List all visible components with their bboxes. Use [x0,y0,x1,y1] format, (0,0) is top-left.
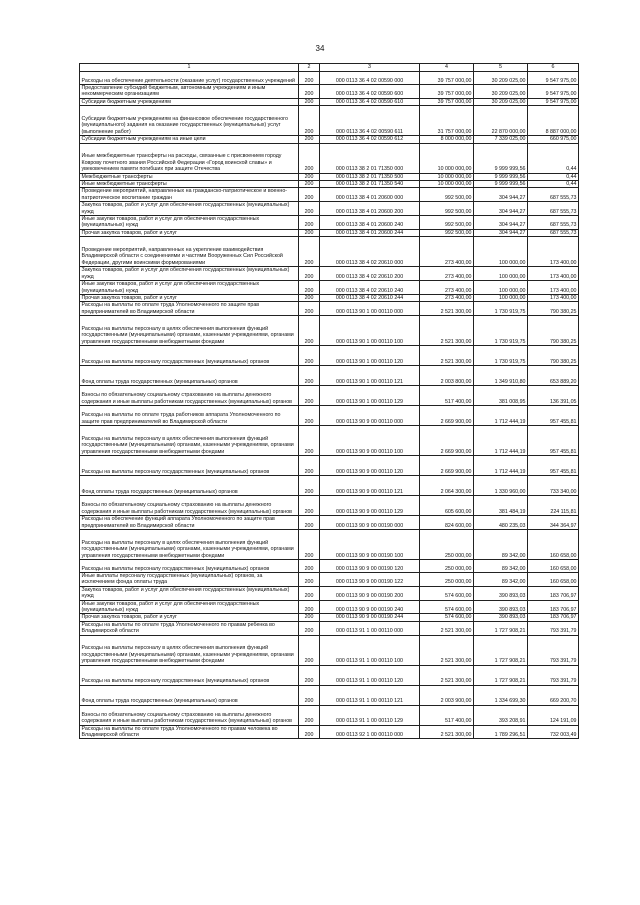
table-row [80,685,579,705]
row-description: Фонд оплаты труда государственных (муниципальных) органов [80,685,299,705]
row-budget-code: 000 0113 38 2 01 71350 540 [320,181,420,188]
row-line-code: 200 [299,181,320,188]
row-approved: 2 003 900,00 [420,685,474,705]
row-budget-code: 000 0113 90 9 00 00190 122 [320,572,420,586]
row-approved: 2 669 900,00 [420,406,474,426]
row-executed: 1 334 699,30 [474,685,528,705]
table-row [80,705,579,725]
row-executed: 100 000,00 [474,267,528,281]
page-number: 34 [315,44,325,53]
table-row [80,181,579,188]
row-budget-code: 000 0113 38 4 01 20600 200 [320,202,420,216]
row-description: Расходы на выплаты персоналу в целях обеспечения выполнения функций государственными (муниципальными) органами, казенными учреждениями, органами управления государственными внебюджетными фондами [80,635,299,665]
row-unexecuted: 669 200,70 [528,685,579,705]
row-approved: 273 400,00 [420,281,474,295]
row-approved: 10 000 000,00 [420,173,474,180]
row-budget-code: 000 0113 91 1 00 00110 100 [320,635,420,665]
table-row [80,136,579,143]
row-line-code: 200 [299,685,320,705]
row-budget-code: 000 0113 90 9 00 00190 120 [320,559,420,572]
row-approved: 992 500,00 [420,188,474,202]
row-executed: 390 893,03 [474,600,528,614]
row-budget-code: 000 0113 91 1 00 00110 129 [320,705,420,725]
row-executed: 390 893,03 [474,614,528,621]
row-budget-code: 000 0113 90 9 00 00190 240 [320,600,420,614]
row-executed: 304 944,27 [474,188,528,202]
row-description: Взносы по обязательному социальному страхованию на выплаты денежного содержания и иные выплаты работникам государственных (муниципальных) органов [80,705,299,725]
row-budget-code: 000 0113 90 1 00 00110 100 [320,316,420,346]
row-executed: 100 000,00 [474,294,528,301]
table-row [80,635,579,665]
row-executed: 393 208,91 [474,705,528,725]
table-row [80,476,579,496]
row-executed: 89 342,00 [474,529,528,559]
table-row [80,529,579,559]
table-row [80,386,579,406]
row-unexecuted: 183 706,97 [528,614,579,621]
row-unexecuted: 660 975,00 [528,136,579,143]
row-budget-code: 000 0113 36 4 02 00590 610 [320,98,420,105]
row-description: Фонд оплаты труда государственных (муниципальных) органов [80,366,299,386]
row-approved: 2 521 300,00 [420,635,474,665]
row-line-code: 200 [299,294,320,301]
row-unexecuted: 136 391,05 [528,386,579,406]
row-description: Иные закупки товаров, работ и услуг для обеспечения государственных (муниципальных) нужд [80,216,299,230]
row-budget-code: 000 0113 38 4 01 20600 240 [320,216,420,230]
row-description: Иные межбюджетные трансферты [80,181,299,188]
row-description: Проведение мероприятий, направленных на гражданско-патриотическое и военно-патриотическое воспитание граждан [80,188,299,202]
row-executed: 30 209 025,00 [474,85,528,99]
row-description: Расходы на выплаты по оплате труда Уполномоченного по защите прав предпринимателей во Владимирской области [80,302,299,316]
row-unexecuted: 957 455,81 [528,406,579,426]
row-approved: 574 600,00 [420,600,474,614]
row-description: Расходы на выплаты персоналу в целях обеспечения выполнения функций государственными (муниципальными) органами, казенными учреждениями, органами управления государственными внебюджетными фондами [80,316,299,346]
row-description: Прочая закупка товаров, работ и услуг [80,614,299,621]
row-budget-code: 000 0113 90 1 00 00110 129 [320,386,420,406]
row-description: Расходы на выплаты по оплате труда Уполномоченного по правам человека во Владимирской области [80,725,299,739]
row-description: Расходы на обеспечение функций аппарата Уполномоченного по защите прав предпринимателей во Владимирской области [80,516,299,530]
row-executed: 304 944,27 [474,229,528,236]
row-unexecuted: 173 400,00 [528,237,579,267]
row-approved: 517 400,00 [420,705,474,725]
row-description: Межбюджетные трансферты [80,173,299,180]
row-unexecuted: 9 547 975,00 [528,85,579,99]
row-executed: 9 999 999,56 [474,143,528,173]
row-budget-code: 000 0113 90 1 00 00110 000 [320,302,420,316]
row-unexecuted: 124 191,09 [528,705,579,725]
row-unexecuted: 793 391,79 [528,621,579,635]
table-row [80,600,579,614]
table-row [80,614,579,621]
row-budget-code: 000 0113 36 4 02 00590 611 [320,106,420,136]
row-executed: 1 712 444,19 [474,406,528,426]
table-row [80,72,579,85]
row-executed: 89 342,00 [474,572,528,586]
row-description: Закупка товаров, работ и услуг для обеспечения государственных (муниципальных) нужд [80,267,299,281]
row-unexecuted: 957 455,81 [528,456,579,476]
row-executed: 1 727 908,21 [474,665,528,685]
budget-table [79,63,579,739]
row-line-code: 200 [299,476,320,496]
row-description: Расходы на выплаты по оплате труда работников аппарата Уполномоченного по защите прав предпринимателей во Владимирской области [80,406,299,426]
row-approved: 2 521 300,00 [420,621,474,635]
table-row [80,202,579,216]
header-cell: 6 [528,64,579,72]
row-line-code: 200 [299,267,320,281]
row-unexecuted: 653 889,20 [528,366,579,386]
row-unexecuted: 173 400,00 [528,267,579,281]
row-description: Закупка товаров, работ и услуг для обеспечения государственных (муниципальных) нужд [80,586,299,600]
row-line-code: 200 [299,229,320,236]
row-budget-code: 000 0113 38 4 01 20600 000 [320,188,420,202]
row-approved: 273 400,00 [420,267,474,281]
row-description: Фонд оплаты труда государственных (муниципальных) органов [80,476,299,496]
row-description: Взносы по обязательному социальному страхованию на выплаты денежного содержания и иные выплаты работникам государственных (муниципальных) органов [80,496,299,516]
row-description: Расходы на выплаты по оплате труда Уполномоченного по правам ребенка во Владимирской области [80,621,299,635]
row-executed: 7 339 025,00 [474,136,528,143]
row-approved: 517 400,00 [420,386,474,406]
row-description: Иные выплаты персоналу государственных (муниципальных) органов, за исключением фонда оплаты труда [80,572,299,586]
table-row [80,406,579,426]
row-unexecuted: 957 455,81 [528,426,579,456]
row-approved: 2 003 800,00 [420,366,474,386]
row-unexecuted: 687 555,73 [528,229,579,236]
header-cell: 2 [299,64,320,72]
row-description: Расходы на выплаты персоналу государственных (муниципальных) органов [80,456,299,476]
row-line-code: 200 [299,216,320,230]
row-line-code: 200 [299,456,320,476]
row-unexecuted: 160 658,00 [528,572,579,586]
row-description: Расходы на выплаты персоналу государственных (муниципальных) органов [80,559,299,572]
row-description: Субсидии бюджетным учреждениям [80,98,299,105]
table-row [80,188,579,202]
row-approved: 824 600,00 [420,516,474,530]
row-unexecuted: 224 115,81 [528,496,579,516]
row-executed: 1 330 960,00 [474,476,528,496]
row-description: Иные закупки товаров, работ и услуг для обеспечения государственных (муниципальных) нужд [80,281,299,295]
row-approved: 2 064 300,00 [420,476,474,496]
row-line-code: 200 [299,635,320,665]
row-executed: 1 349 910,80 [474,366,528,386]
row-executed: 1 730 919,75 [474,302,528,316]
row-approved: 250 000,00 [420,529,474,559]
row-unexecuted: 790 380,25 [528,346,579,366]
table-row [80,294,579,301]
row-description: Расходы на выплаты персоналу государственных (муниципальных) органов [80,346,299,366]
row-line-code: 200 [299,316,320,346]
row-executed: 22 870 000,00 [474,106,528,136]
row-executed: 1 712 444,19 [474,456,528,476]
row-line-code: 200 [299,426,320,456]
row-unexecuted: 793 391,79 [528,635,579,665]
row-line-code: 200 [299,406,320,426]
header-row [80,64,579,72]
row-approved: 10 000 000,00 [420,143,474,173]
header-cell: 5 [474,64,528,72]
row-unexecuted: 790 380,25 [528,316,579,346]
row-unexecuted: 160 658,00 [528,529,579,559]
row-approved: 2 669 900,00 [420,426,474,456]
table-row [80,496,579,516]
row-unexecuted: 9 547 975,00 [528,98,579,105]
table-row [80,98,579,105]
table-row [80,281,579,295]
row-description: Иные межбюджетные трансферты на расходы, связанные с присвоением городу Коврову почетного звания Российской Федерации «Город воинской славы» и увековечением памяти погибших при защите Отечества [80,143,299,173]
table-row [80,143,579,173]
row-budget-code: 000 0113 36 4 02 00590 600 [320,85,420,99]
row-description: Иные закупки товаров, работ и услуг для обеспечения государственных (муниципальных) нужд [80,600,299,614]
row-line-code: 200 [299,173,320,180]
row-unexecuted: 687 555,73 [528,188,579,202]
row-budget-code: 000 0113 36 4 02 00590 000 [320,72,420,85]
row-executed: 9 999 999,56 [474,181,528,188]
row-approved: 10 000 000,00 [420,181,474,188]
row-line-code: 200 [299,202,320,216]
row-budget-code: 000 0113 90 9 00 00190 100 [320,529,420,559]
row-line-code: 200 [299,559,320,572]
row-budget-code: 000 0113 91 1 00 00110 120 [320,665,420,685]
row-budget-code: 000 0113 90 1 00 00110 121 [320,366,420,386]
table-row [80,267,579,281]
row-description: Прочая закупка товаров, работ и услуг [80,294,299,301]
table-row [80,229,579,236]
row-unexecuted: 687 555,73 [528,216,579,230]
row-unexecuted: 173 400,00 [528,281,579,295]
row-budget-code: 000 0113 38 4 02 20610 244 [320,294,420,301]
header-cell: 3 [320,64,420,72]
table-row [80,572,579,586]
row-approved: 2 521 300,00 [420,346,474,366]
row-budget-code: 000 0113 38 2 01 71350 500 [320,173,420,180]
table-row [80,621,579,635]
header-cell: 4 [420,64,474,72]
row-executed: 304 944,27 [474,202,528,216]
row-line-code: 200 [299,586,320,600]
row-unexecuted: 8 887 000,00 [528,106,579,136]
row-unexecuted: 793 391,79 [528,665,579,685]
row-approved: 39 757 000,00 [420,98,474,105]
row-budget-code: 000 0113 38 4 02 20610 000 [320,237,420,267]
table-row [80,586,579,600]
row-description: Расходы на обеспечение деятельности (оказание услуг) государственных учреждений [80,72,299,85]
row-approved: 2 521 300,00 [420,725,474,739]
row-line-code: 200 [299,346,320,366]
row-executed: 390 893,03 [474,586,528,600]
row-approved: 574 600,00 [420,586,474,600]
row-unexecuted: 0,44 [528,143,579,173]
row-line-code: 200 [299,621,320,635]
row-unexecuted: 173 400,00 [528,294,579,301]
row-line-code: 200 [299,136,320,143]
row-executed: 89 342,00 [474,559,528,572]
row-executed: 1 789 296,51 [474,725,528,739]
table-row [80,346,579,366]
row-unexecuted: 0,44 [528,181,579,188]
row-line-code: 200 [299,496,320,516]
row-approved: 250 000,00 [420,559,474,572]
row-budget-code: 000 0113 90 9 00 00190 000 [320,516,420,530]
row-budget-code: 000 0113 92 1 00 00110 000 [320,725,420,739]
row-executed: 1 727 908,21 [474,635,528,665]
row-approved: 2 521 300,00 [420,316,474,346]
row-budget-code: 000 0113 90 9 00 00110 120 [320,456,420,476]
row-description: Взносы по обязательному социальному страхованию на выплаты денежного содержания и иные выплаты работникам государственных (муниципальных) органов [80,386,299,406]
row-line-code: 200 [299,529,320,559]
row-unexecuted: 733 340,00 [528,476,579,496]
row-unexecuted: 344 364,97 [528,516,579,530]
row-executed: 1 727 908,21 [474,621,528,635]
row-description: Расходы на выплаты персоналу государственных (муниципальных) органов [80,665,299,685]
row-approved: 992 500,00 [420,229,474,236]
row-approved: 39 757 000,00 [420,72,474,85]
table-row [80,456,579,476]
row-executed: 100 000,00 [474,281,528,295]
row-line-code: 200 [299,188,320,202]
row-budget-code: 000 0113 90 9 00 00110 000 [320,406,420,426]
table-row [80,559,579,572]
row-approved: 250 000,00 [420,572,474,586]
row-line-code: 200 [299,98,320,105]
row-budget-code: 000 0113 90 9 00 00110 129 [320,496,420,516]
row-approved: 31 757 000,00 [420,106,474,136]
row-unexecuted: 183 706,97 [528,586,579,600]
row-executed: 381 484,19 [474,496,528,516]
row-approved: 273 400,00 [420,237,474,267]
row-approved: 39 757 000,00 [420,85,474,99]
row-budget-code: 000 0113 90 9 00 00190 200 [320,586,420,600]
table-row [80,665,579,685]
table-row [80,316,579,346]
row-line-code: 200 [299,665,320,685]
row-executed: 100 000,00 [474,237,528,267]
row-description: Предоставление субсидий бюджетным, автономным учреждениям и иным некоммерческим организациям [80,85,299,99]
table-row [80,516,579,530]
row-budget-code: 000 0113 91 1 00 00110 121 [320,685,420,705]
row-approved: 2 521 300,00 [420,665,474,685]
row-unexecuted: 183 706,97 [528,600,579,614]
row-description: Субсидии бюджетным учреждениям на финансовое обеспечение государственного (муниципального) задания на оказание государственных (муниципальных) услуг (выполнение работ) [80,106,299,136]
table-row [80,237,579,267]
row-unexecuted: 732 003,49 [528,725,579,739]
row-approved: 273 400,00 [420,294,474,301]
row-executed: 480 235,03 [474,516,528,530]
row-budget-code: 000 0113 38 4 02 20610 240 [320,281,420,295]
row-unexecuted: 9 547 975,00 [528,72,579,85]
row-approved: 2 669 900,00 [420,456,474,476]
row-budget-code: 000 0113 90 1 00 00110 120 [320,346,420,366]
row-line-code: 200 [299,600,320,614]
row-budget-code: 000 0113 36 4 02 00590 612 [320,136,420,143]
row-budget-code: 000 0113 38 2 01 71350 000 [320,143,420,173]
row-unexecuted: 0,44 [528,173,579,180]
row-unexecuted: 687 555,73 [528,202,579,216]
table-row [80,366,579,386]
row-budget-code: 000 0113 90 9 00 00110 100 [320,426,420,456]
row-unexecuted: 160 658,00 [528,559,579,572]
row-description: Расходы на выплаты персоналу в целях обеспечения выполнения функций государственными (муниципальными) органами, казенными учреждениями, органами управления государственными внебюджетными фондами [80,529,299,559]
row-budget-code: 000 0113 38 4 01 20600 244 [320,229,420,236]
row-executed: 30 209 025,00 [474,72,528,85]
table-row [80,725,579,739]
table-row [80,426,579,456]
row-line-code: 200 [299,143,320,173]
table-row [80,85,579,99]
row-approved: 2 521 300,00 [420,302,474,316]
table-row [80,216,579,230]
row-executed: 381 008,95 [474,386,528,406]
row-approved: 605 600,00 [420,496,474,516]
row-unexecuted: 790 380,25 [528,302,579,316]
row-executed: 304 944,27 [474,216,528,230]
row-line-code: 200 [299,106,320,136]
row-line-code: 200 [299,725,320,739]
table-row [80,106,579,136]
header-cell: 1 [80,64,299,72]
row-approved: 8 000 000,00 [420,136,474,143]
row-approved: 992 500,00 [420,202,474,216]
row-line-code: 200 [299,302,320,316]
row-executed: 9 999 999,56 [474,173,528,180]
row-executed: 30 209 025,00 [474,98,528,105]
row-approved: 574 600,00 [420,614,474,621]
row-description: Закупка товаров, работ и услуг для обеспечения государственных (муниципальных) нужд [80,202,299,216]
row-executed: 1 712 444,19 [474,426,528,456]
row-budget-code: 000 0113 38 4 02 20610 200 [320,267,420,281]
table-row [80,173,579,180]
row-line-code: 200 [299,614,320,621]
row-description: Субсидии бюджетным учреждениям на иные цели [80,136,299,143]
row-budget-code: 000 0113 91 1 00 00110 000 [320,621,420,635]
table-row [80,302,579,316]
row-description: Расходы на выплаты персоналу в целях обеспечения выполнения функций государственными (муниципальными) органами, казенными учреждениями, органами управления государственными внебюджетными фондами [80,426,299,456]
row-description: Прочая закупка товаров, работ и услуг [80,229,299,236]
row-line-code: 200 [299,72,320,85]
row-line-code: 200 [299,85,320,99]
row-line-code: 200 [299,516,320,530]
row-line-code: 200 [299,237,320,267]
row-line-code: 200 [299,572,320,586]
row-approved: 992 500,00 [420,216,474,230]
row-line-code: 200 [299,705,320,725]
row-line-code: 200 [299,366,320,386]
row-line-code: 200 [299,281,320,295]
row-budget-code: 000 0113 90 9 00 00110 121 [320,476,420,496]
row-budget-code: 000 0113 90 9 00 00190 244 [320,614,420,621]
row-line-code: 200 [299,386,320,406]
row-description: Проведение мероприятий, направленных на укрепление взаимодействия Владимирской области с соединениями и частями Вооруженных Сил Российской Федерации, другими воинскими формированиями [80,237,299,267]
row-executed: 1 730 919,75 [474,346,528,366]
row-executed: 1 730 919,75 [474,316,528,346]
